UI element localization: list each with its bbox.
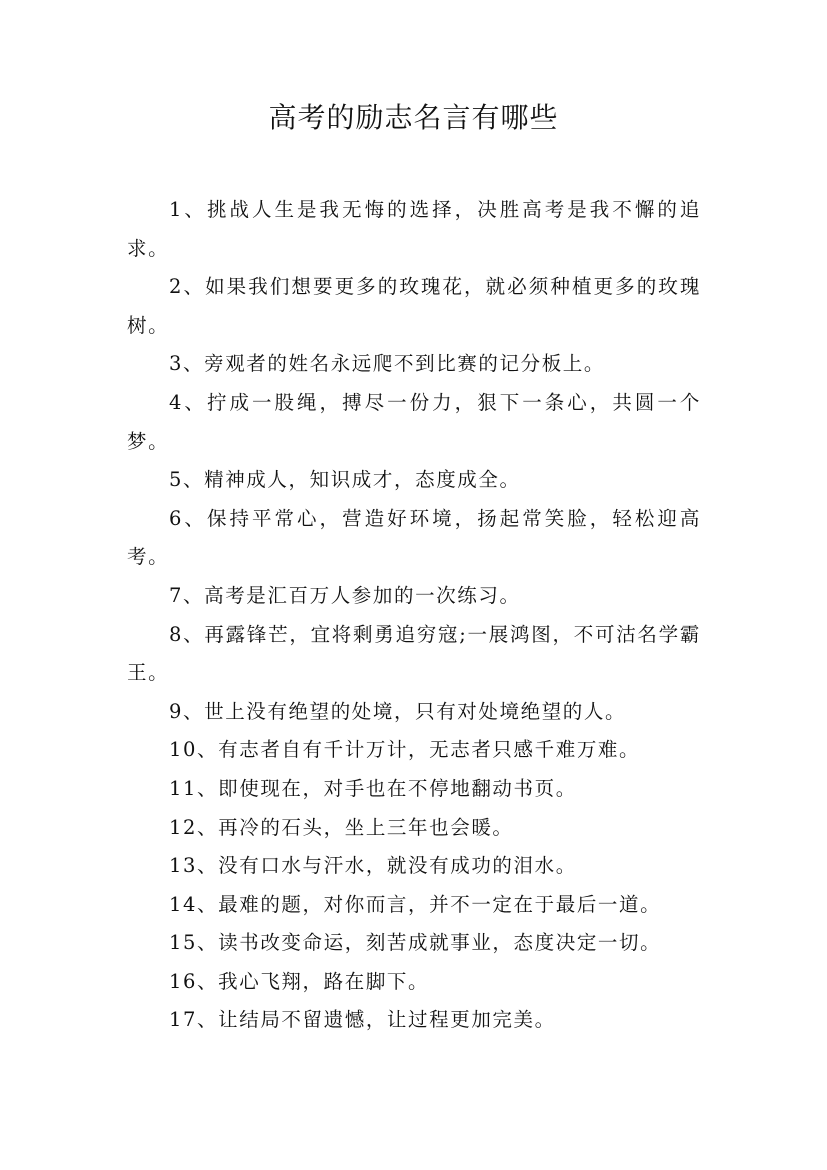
list-item: 14、最难的题，对你而言，并不一定在于最后一道。 <box>169 892 662 916</box>
list-item: 1、挑战人生是我无悔的选择，决胜高考是我不懈的追求。 <box>127 198 701 260</box>
list-item: 12、再冷的石头，坐上三年也会暖。 <box>169 815 514 839</box>
list-item: 3、旁观者的姓名永远爬不到比赛的记分板上。 <box>169 352 606 376</box>
list-item: 13、没有口水与汗水，就没有成功的泪水。 <box>169 854 577 878</box>
list-item: 4、拧成一股绳，搏尽一份力，狠下一条心，共圆一个梦。 <box>127 390 701 453</box>
list-item: 15、读书改变命运，刻苦成就事业，态度决定一切。 <box>169 931 662 955</box>
list-item: 11、即使现在，对手也在不停地翻动书页。 <box>169 776 577 800</box>
list-item: 6、保持平常心，营造好环境，扬起常笑脸，轻松迎高考。 <box>127 506 701 569</box>
quote-list <box>127 191 701 1040</box>
list-item: 9、世上没有绝望的处境，只有对处境绝望的人。 <box>169 699 627 723</box>
list-item: 16、我心飞翔，路在脚下。 <box>169 969 430 993</box>
list-item: 5、精神成人，知识成才，态度成全。 <box>169 468 521 492</box>
list-item: 8、再露锋芒，宜将剩勇追穷寇;一展鸿图，不可沽名学霸王。 <box>127 622 701 685</box>
list-item: 7、高考是汇百万人参加的一次练习。 <box>169 583 521 607</box>
list-item: 10、有志者自有千计万计，无志者只感千难万难。 <box>169 738 641 762</box>
list-item: 17、让结局不留遗憾，让过程更加完美。 <box>169 1008 556 1032</box>
list-item: 2、如果我们想要更多的玫瑰花，就必须种植更多的玫瑰树。 <box>127 275 701 337</box>
page-title: 高考的励志名言有哪些 <box>268 101 559 134</box>
